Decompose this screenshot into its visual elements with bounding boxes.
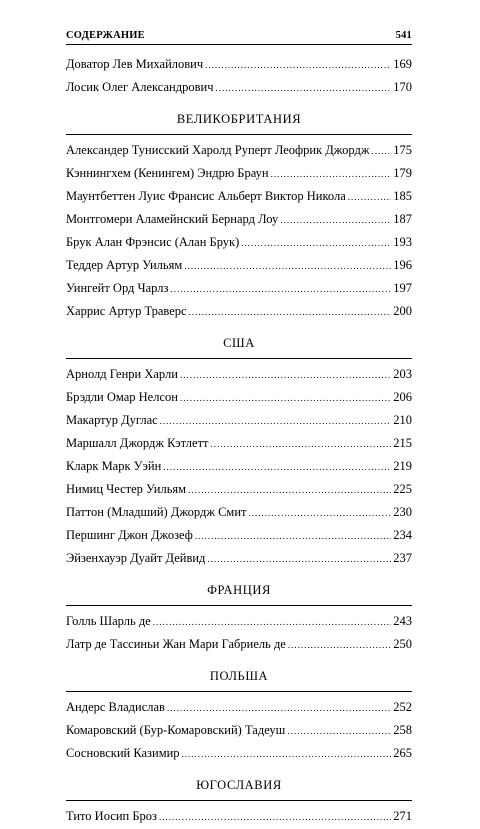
- toc-entry: [66, 254, 412, 277]
- dot-leader: [271, 163, 392, 186]
- running-head-page-number: 541: [395, 30, 412, 41]
- dot-leader: [167, 697, 391, 720]
- toc-entry: [66, 524, 412, 547]
- toc-entry-name: Уингейт Орд Чарлз: [66, 281, 169, 295]
- toc-entry-name: Брэдли Омар Нелсон: [66, 390, 178, 404]
- toc-entry: [66, 363, 412, 386]
- toc-entry: [66, 300, 412, 323]
- dot-leader: [182, 743, 392, 766]
- toc-entry-name: Тито Иосип Броз: [66, 809, 157, 823]
- dot-leader: [205, 54, 391, 77]
- toc-entry-name: Кларк Марк Уэйн: [66, 459, 162, 473]
- section-entries: [66, 363, 412, 570]
- toc-entry: [66, 432, 412, 455]
- dot-leader: [184, 255, 391, 278]
- section-title: ФРАНЦИЯ: [66, 583, 412, 606]
- toc-entry-page: 250: [393, 637, 412, 651]
- toc-entry-name: Комаровский (Бур-Комаровский) Тадеуш: [66, 723, 286, 737]
- toc-entry-page: 215: [393, 436, 412, 450]
- dot-leader: [189, 301, 392, 324]
- toc-entry-name: Макартур Дуглас: [66, 413, 158, 427]
- toc-entry: [66, 277, 412, 300]
- toc-entry: [66, 185, 412, 208]
- toc-entry-page: 252: [393, 700, 412, 714]
- section-entries: [66, 139, 412, 323]
- dot-leader: [207, 548, 391, 571]
- dot-leader: [195, 525, 391, 548]
- toc-entry-page: 185: [393, 189, 412, 203]
- toc-section: [66, 778, 412, 828]
- toc-page: [66, 30, 412, 828]
- toc-entry-name: Латр де Тассиньи Жан Мари Габриель де: [66, 637, 286, 651]
- dot-leader: [180, 387, 391, 410]
- toc-entry: [66, 76, 412, 99]
- dot-leader: [160, 410, 392, 433]
- toc-entry: [66, 742, 412, 765]
- dot-leader: [163, 456, 391, 479]
- dot-leader: [348, 186, 391, 209]
- dot-leader: [280, 209, 391, 232]
- intro-entries: [66, 53, 412, 99]
- toc-entry-page: 200: [393, 304, 412, 318]
- dot-leader: [211, 433, 392, 456]
- toc-entry: [66, 719, 412, 742]
- toc-entry-name: Монтгомери Аламейнский Бернард Лоу: [66, 212, 279, 226]
- toc-entry-name: Эйзенхауэр Дуайт Дейвид: [66, 551, 206, 565]
- running-head: [66, 30, 412, 45]
- toc-entry-page: 169: [393, 57, 412, 71]
- section-entries: [66, 696, 412, 765]
- section-entries: [66, 610, 412, 656]
- toc-entry: [66, 478, 412, 501]
- toc-entry-name: Першинг Джон Джозеф: [66, 528, 193, 542]
- dot-leader: [153, 611, 392, 634]
- toc-entry-page: 210: [393, 413, 412, 427]
- toc-entry-name: Маршалл Джордж Кэтлетт: [66, 436, 209, 450]
- dot-leader: [371, 140, 391, 163]
- toc-entry-page: 219: [393, 459, 412, 473]
- toc-entry: [66, 231, 412, 254]
- toc-entry-page: 170: [393, 80, 412, 94]
- toc-entry-name: Александер Тунисский Харолд Руперт Леофрик Джордж: [66, 143, 370, 157]
- dot-leader: [249, 502, 392, 525]
- toc-sections: [66, 112, 412, 828]
- toc-entry-page: 197: [393, 281, 412, 295]
- toc-entry-page: 234: [393, 528, 412, 542]
- toc-entry-page: 237: [393, 551, 412, 565]
- toc-entry-page: 179: [393, 166, 412, 180]
- dot-leader: [287, 720, 391, 743]
- toc-entry-page: 203: [393, 367, 412, 381]
- section-title: ПОЛЬША: [66, 669, 412, 692]
- toc-entry-page: 258: [393, 723, 412, 737]
- toc-entry: [66, 696, 412, 719]
- toc-entry-name: Лосик Олег Александрович: [66, 80, 214, 94]
- toc-entry-name: Андерс Владислав: [66, 700, 165, 714]
- toc-entry-page: 196: [393, 258, 412, 272]
- toc-entry-name: Харрис Артур Траверс: [66, 304, 187, 318]
- dot-leader: [188, 479, 391, 502]
- toc-entry-name: Паттон (Младший) Джордж Смит: [66, 505, 247, 519]
- toc-entry-name: Арнолд Генри Харли: [66, 367, 178, 381]
- toc-entry: [66, 610, 412, 633]
- toc-entry-page: 243: [393, 614, 412, 628]
- toc-entry-name: Голль Шарль де: [66, 614, 151, 628]
- toc-entry-page: 193: [393, 235, 412, 249]
- dot-leader: [288, 634, 391, 657]
- dot-leader: [170, 278, 391, 301]
- toc-entry: [66, 208, 412, 231]
- toc-section: [66, 336, 412, 570]
- toc-section: [66, 583, 412, 656]
- toc-section: [66, 112, 412, 323]
- toc-entry-page: 187: [393, 212, 412, 226]
- toc-entry-name: Нимиц Честер Уильям: [66, 482, 187, 496]
- toc-entry: [66, 805, 412, 828]
- dot-leader: [241, 232, 391, 255]
- toc-entry: [66, 409, 412, 432]
- dot-leader: [180, 364, 391, 387]
- section-title: ЮГОСЛАВИЯ: [66, 778, 412, 801]
- toc-entry: [66, 547, 412, 570]
- toc-entry-name: Доватор Лев Михайлович: [66, 57, 204, 71]
- toc-entry-page: 271: [393, 809, 412, 823]
- toc-section: [66, 669, 412, 765]
- toc-entry: [66, 501, 412, 524]
- section-entries: [66, 805, 412, 828]
- toc-entry-name: Теддер Артур Уильям: [66, 258, 183, 272]
- toc-entry-page: 225: [393, 482, 412, 496]
- toc-entry-name: Сосновский Казимир: [66, 746, 180, 760]
- toc-entry-page: 265: [393, 746, 412, 760]
- toc-entry: [66, 162, 412, 185]
- toc-entry-name: Брук Алан Фрэнсис (Алан Брук): [66, 235, 240, 249]
- toc-entry: [66, 53, 412, 76]
- toc-entry-page: 175: [393, 143, 412, 157]
- toc-entry-page: 230: [393, 505, 412, 519]
- toc-entry-name: Кэннингхем (Кенингем) Эндрю Браун: [66, 166, 269, 180]
- section-title: ВЕЛИКОБРИТАНИЯ: [66, 112, 412, 135]
- toc-entry: [66, 633, 412, 656]
- section-title: США: [66, 336, 412, 359]
- toc-entry: [66, 455, 412, 478]
- running-head-title: СОДЕРЖАНИЕ: [66, 30, 145, 41]
- dot-leader: [215, 77, 391, 100]
- toc-entry: [66, 139, 412, 162]
- toc-entry-page: 206: [393, 390, 412, 404]
- toc-entry: [66, 386, 412, 409]
- dot-leader: [159, 806, 391, 829]
- toc-entry-name: Маунтбеттен Луис Франсис Альберт Виктор Никола: [66, 189, 346, 203]
